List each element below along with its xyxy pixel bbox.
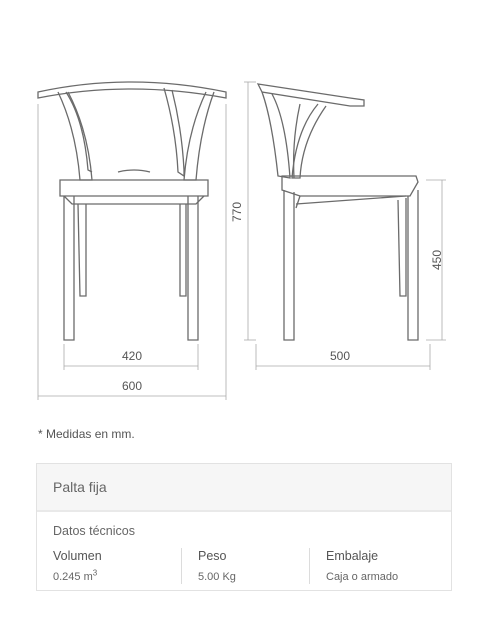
height-dimension-line [244,82,256,340]
dimension-770: 770 [230,201,244,223]
spec-packaging-label: Embalaje [326,549,379,563]
card-title: Palta fija [37,464,451,512]
spec-volume-superscript: 3 [92,568,98,578]
card-subtitle: Datos técnicos [53,524,135,538]
chair-side-view [258,84,418,340]
dimension-600: 600 [121,379,143,393]
specs-row [37,548,451,584]
spec-packaging [309,548,437,584]
spec-volume [53,548,181,584]
spec-weight-label: Peso [198,549,227,563]
measurements-note: * Medidas en mm. [38,427,135,441]
spec-volume-label: Volumen [53,549,102,563]
spec-packaging-value: Caja o armado [326,571,399,583]
spec-volume-value [53,570,181,584]
spec-volume-number: 0.245 m [53,571,93,583]
chair-front-view [38,82,226,340]
dimension-450: 450 [430,249,444,271]
dimension-500: 500 [329,349,351,363]
specs-card [36,463,452,591]
spec-weight [181,548,309,584]
spec-weight-value: 5.00 Kg [198,571,236,583]
dimension-420: 420 [121,349,143,363]
